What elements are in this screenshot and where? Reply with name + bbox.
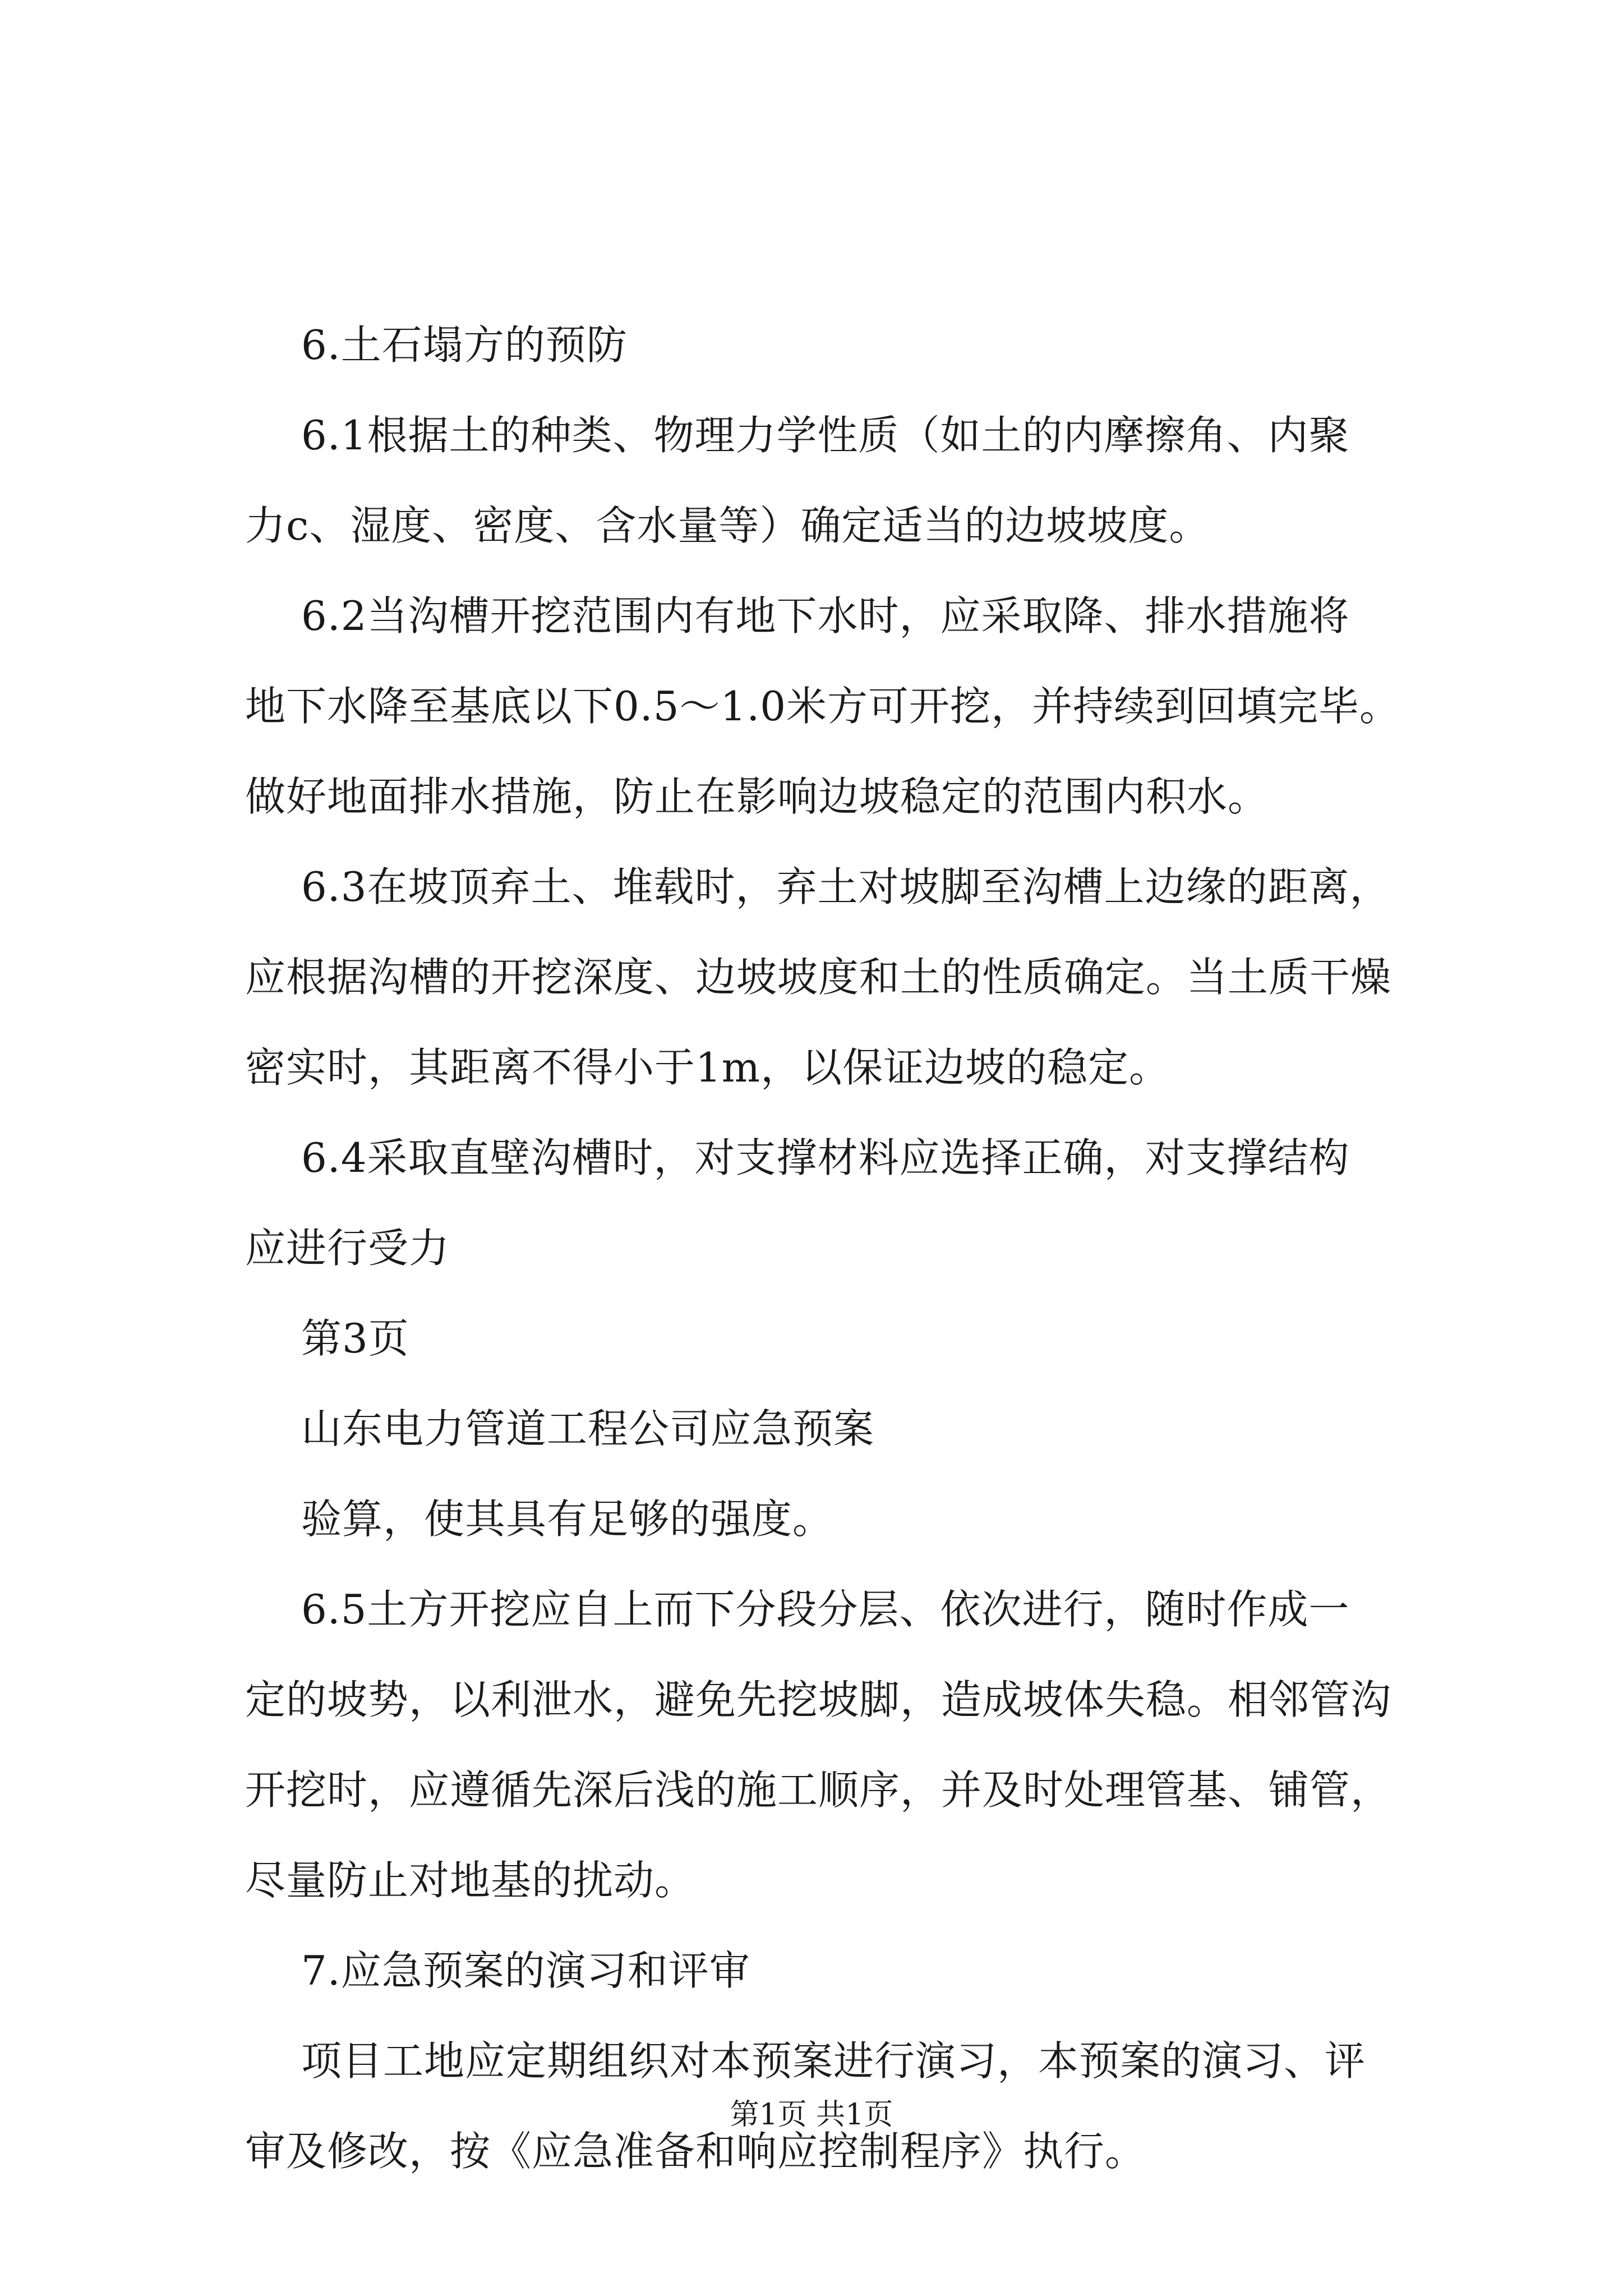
paragraph-line: 项目工地应定期组织对本预案进行演习，本预案的演习、评 [301, 2037, 1366, 2085]
paragraph-line: 6.1根据土的种类、物理力学性质（如土的内摩擦角、内聚 [301, 412, 1350, 459]
paragraph-line: 6.5土方开挖应自上而下分段分层、依次进行，随时作成一 [301, 1586, 1350, 1633]
paragraph-line: 做好地面排水措施，防止在影响边坡稳定的范围内积水。 [245, 773, 1269, 820]
paragraph-line: 地下水降至基底以下0.5～1.0米方可开挖，并持续到回填完毕。 [245, 683, 1401, 730]
paragraph-line: 密实时，其距离不得小于1m，以保证边坡的稳定。 [245, 1044, 1170, 1091]
heading-7: 7.应急预案的演习和评审 [301, 1947, 750, 1994]
paragraph-line: 验算，使其具有足够的强度。 [301, 1496, 834, 1543]
paragraph-line: 定的坡势，以利泄水，避免先挖坡脚，造成坡体失稳。相邻管沟 [245, 1676, 1392, 1723]
paragraph-line: 尽量防止对地基的扰动。 [245, 1857, 696, 1904]
paragraph-line: 审及修改，按《应急准备和响应控制程序》执行。 [245, 2128, 1146, 2175]
paragraph-line: 应根据沟槽的开挖深度、边坡坡度和土的性质确定。当土质干燥 [245, 954, 1392, 1001]
paragraph-line: 6.2当沟槽开挖范围内有地下水时，应采取降、排水措施将 [301, 592, 1350, 639]
paragraph-line: 6.4采取直壁沟槽时，对支撑材料应选择正确，对支撑结构 [301, 1134, 1350, 1181]
paragraph-line: 开挖时，应遵循先深后浅的施工顺序，并及时处理管基、铺管， [245, 1766, 1392, 1814]
paragraph-line: 6.3在坡顶弃土、堆载时，弃土对坡脚至沟槽上边缘的距离， [301, 863, 1391, 910]
inline-page-marker: 第3页 [301, 1315, 409, 1362]
paragraph-line: 力c、湿度、密度、含水量等）确定适当的边坡坡度。 [245, 502, 1210, 549]
heading-6: 6.土石塌方的预防 [301, 321, 628, 369]
paragraph-line: 应进行受力 [245, 1225, 450, 1272]
inline-running-title: 山东电力管道工程公司应急预案 [301, 1405, 875, 1452]
document-body [245, 300, 1417, 2197]
page-footer: 第1页 共1页 [730, 2098, 893, 2132]
